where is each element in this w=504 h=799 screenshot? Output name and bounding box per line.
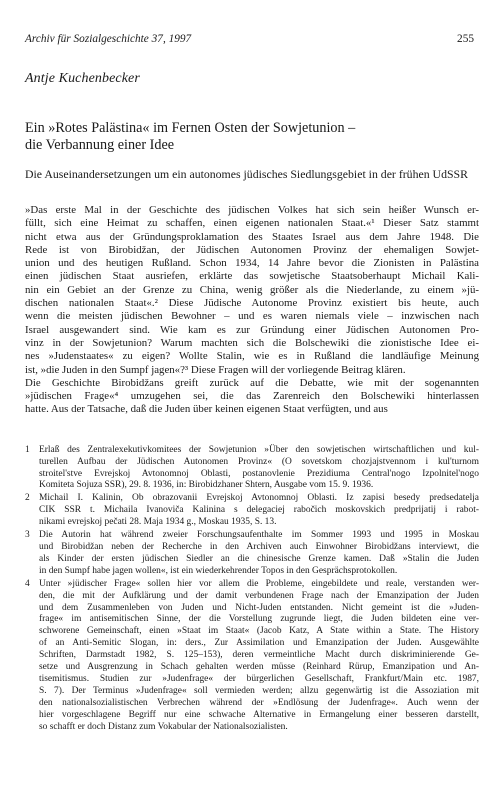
body-line: füllt, sich eine Heimat zu schaffen, einen eigenen nationalen Staat.«¹ Dieser Satz stammt xyxy=(25,217,479,230)
footnote-line: schworene Gemeinschaft, einen »Staat im Staat« (Jacob Katz, A State within a State. The History xyxy=(39,626,479,637)
footnote-line: und Birobidžan neben der Recherche in den Archiven auch Einwohner Birobidžans interviewt, die xyxy=(39,542,479,552)
body-line: nin ein Gebiet an der Grenze zu China, wenig größer als die Niederlande, zu einem »jü- xyxy=(25,283,479,296)
footnote-line: nikami evrejskoj pečati 28. Maja 1934 g., Moskau 1935, S. 13. xyxy=(39,517,277,528)
body-line: dischen nationalen Staat«.² Diese Jüdische Autonome Provinz existiert bis heute, auch xyxy=(25,297,479,310)
body-line: nicht etwa aus der Gründungsproklamation des Staates Israel aus dem Jahre 1948. Die xyxy=(25,230,479,243)
body-line: hatte. Aus der Tatsache, daß die Juden über keinen eigenen Staat verfügten, und aus xyxy=(25,403,388,416)
footnote-line: turellen Aufbau der Jüdischen Autonomen Provinz« (O sovetskom chozjajstvennom i kul'turnom xyxy=(39,456,479,467)
body-line: Rede ist von Birobidžan, der Jüdischen Autonomen Provinz der ehemaligen Sowjet- xyxy=(25,243,479,256)
journal-citation: Archiv für Sozialgeschichte 37, 1997 xyxy=(25,33,192,45)
article-title xyxy=(25,120,479,154)
body-line: union und des heutigen Rußland. Schon 1934, 14 Jahre bevor die Zionisten in Palästina xyxy=(25,257,479,270)
footnote-line: als Kinder der ersten jüdischen Siedler an die chinesische Grenze kamen. Daß »Stalin die Juden xyxy=(39,553,479,564)
footnote-line: Schriften, Darmstadt 1982, S. 125–153), deren vermeintliche Macht durch diskriminierende Ge- xyxy=(39,650,479,661)
footnote xyxy=(25,493,479,529)
footnote-line: Erlaß des Zentralexekutivkomitees der Sowjetunion »Über den sowjetischen wirtschaftlichen und kul- xyxy=(39,444,479,455)
footnote xyxy=(25,579,479,734)
page-number: 255 xyxy=(457,33,474,45)
article-subtitle: Die Auseinandersetzungen um ein autonomes jüdisches Siedlungsgebiet in der frühen UdSSR xyxy=(25,167,468,181)
article-body xyxy=(25,204,479,417)
footnote-number: 4 xyxy=(25,578,30,589)
footnote-line: den nationalsozialistischen Verbrechen während der »Endlösung der Judenfrage«. Auch wenn der xyxy=(39,697,479,708)
footnote-line: so schafft er doch Distanz zum Vokabular der Nationalsozialisten. xyxy=(39,721,288,732)
body-line: vinz in der Sowjetunion? Warum machten sich die Bolschewiki die zionistische Idee ei- xyxy=(25,336,479,349)
footnote-line: hier vorgeschlagene Begriff nur eine schwache Alternative in Ermangelung einer besseren darstellt, xyxy=(39,709,479,720)
title-line: Ein »Rotes Palästina« im Fernen Osten der Sowjetunion – xyxy=(25,120,356,136)
footnote xyxy=(25,445,479,493)
footnote-line: Die Autorin hat während zweier Forschungsaufenthalte im Sommer 1993 und 1995 in Moskau xyxy=(39,530,479,541)
body-line: Die Geschichte Birobidžans greift zurück auf die Debatte, wie mit der sogenannten xyxy=(25,376,479,389)
footnote-line: in den Sumpf habe jagen wollen«, ist ein wiederkehrender Topos in den Gesprächsprotokollen. xyxy=(39,565,398,576)
footnote-line: S. 7). Der Terminus »Judenfrage« soll vermieden werden; allzu gegenwärtig ist die Assoziation mit xyxy=(39,685,479,696)
footnote-line: Unter »jüdischer Frage« sollen hier vor allem die Probleme, eingebildete und reale, verstanden wer- xyxy=(39,578,479,589)
body-line: wenn die meisten jüdischen Bewohner – und es waren niemals viele – inzwischen nach xyxy=(25,310,479,323)
article-author: Antje Kuchenbecker xyxy=(25,71,140,86)
footnote-line: CIK SSR t. Michaila Ivanoviča Kalinina s delegaciej rabočich moskovskich predprijatij i rabot- xyxy=(39,505,479,516)
footnote-line: Komiteta Sojuza SSR), 29. 8. 1936, in: Birobidzhaner Shtern, Ausgabe vom 15. 9. 1936. xyxy=(39,480,374,491)
body-line: ist, »die Juden in den Sumpf jagen«?³ Diese Fragen will der vorliegende Beitrag klären. xyxy=(25,363,406,376)
footnotes xyxy=(25,445,479,734)
footnote-line: of an Anti-Semitic Slogan, in: ders., Zur Assimilation und Emanzipation der Juden. Ausgewählte xyxy=(39,638,479,649)
footnote-line: und dem Zusammenleben von Juden und Nicht-Juden entstanden. Nicht gemeint ist die »Juden- xyxy=(39,602,479,613)
footnote-line: stroitel'stve Evrejskoj Avtonomnoj Oblasti, postanovlenie Prezidiuma Central'nogo Izpolnitel'nogo xyxy=(39,468,479,479)
body-line: »Das erste Mal in der Geschichte des jüdischen Volkes hat sich sein heißer Wunsch er- xyxy=(25,204,479,216)
footnote-line: den, die mit der Aufklärung und der damit verbundenen Frage nach der Emanzipation der Juden xyxy=(39,590,479,601)
footnote-line: tisemitismus. Studien zur »Judenfrage« der bürgerlichen Gesellschaft, Frankfurt/Main etc. 1987, xyxy=(39,673,479,684)
title-line: die Verbannung einer Idee xyxy=(25,137,175,153)
footnote-number: 3 xyxy=(25,530,30,541)
footnote xyxy=(25,530,479,578)
running-header xyxy=(25,33,479,49)
footnote-line: setze und Ausgrenzung in Schach gehalten werden müsse (Reinhard Rürup, Emanzipation und An- xyxy=(39,662,479,673)
body-line: einen jüdischen Staat ausriefen, erklärte das sowjetische Staatsoberhaupt Michail Kali- xyxy=(25,270,479,283)
body-line: Israel ausgewandert sind. Wie kam es zur Gründung einer Jüdischen Autonomen Pro- xyxy=(25,323,479,336)
footnote-number: 2 xyxy=(25,493,30,504)
body-line: nes »Judenstaates« zu eigen? Wollte Stalin, wie es in Rußland die landläufige Meinung xyxy=(25,350,479,363)
footnote-line: frage« im antisemitischen Sinne, der die Vorstellung zugrunde liegt, die Juden bildeten eine ver- xyxy=(39,614,479,625)
footnote-number: 1 xyxy=(25,444,30,455)
body-line: »jüdischen Frage«⁴ umzugehen sei, die das Zarenreich den Bolschewiki hinterlassen xyxy=(25,390,479,403)
footnote-line: Michail I. Kalinin, Ob obrazovanii Evrejskoj Avtonomnoj Oblasti. Iz zapisi besedy predsedatelja xyxy=(39,493,479,504)
